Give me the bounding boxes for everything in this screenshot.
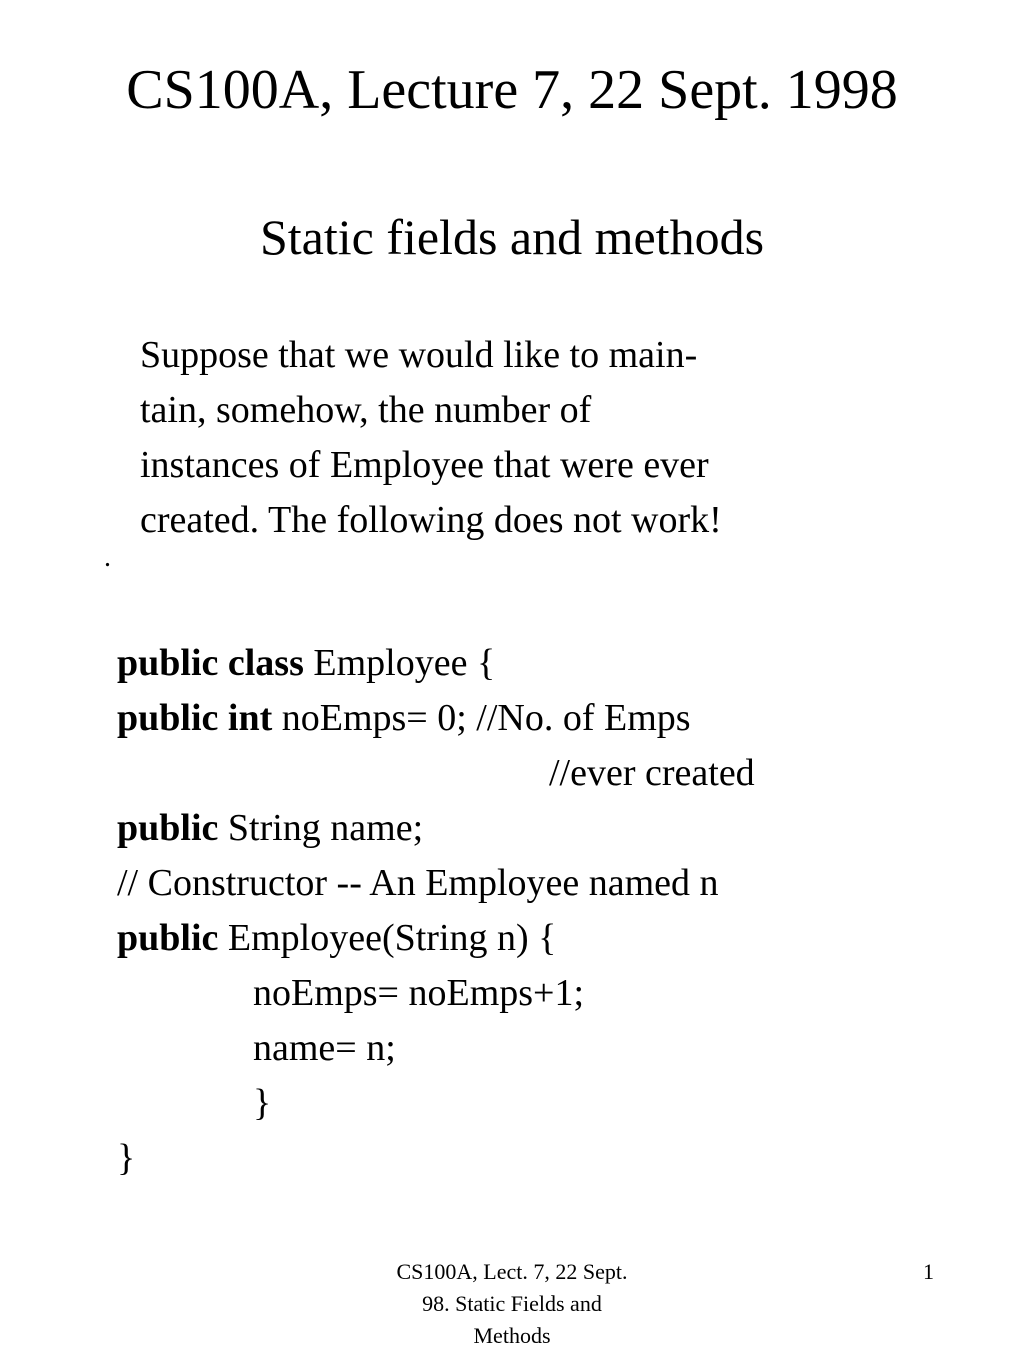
keyword: public int	[117, 697, 273, 739]
code-line-6	[117, 911, 977, 966]
paragraph-line: created. The following does not work!	[140, 499, 722, 541]
paragraph-line: tain, somehow, the number of	[140, 389, 592, 431]
paragraph-line: Suppose that we would like to main-	[140, 334, 698, 376]
code-line-4	[117, 801, 977, 856]
footer-line: 98. Static Fields and	[422, 1291, 602, 1316]
keyword: public	[117, 807, 219, 849]
keyword: public class	[117, 642, 304, 684]
bullet-dot: .	[104, 542, 111, 573]
keyword: public	[117, 917, 219, 959]
code-line-7: noEmps= noEmps+1;	[253, 972, 585, 1014]
code-line-1	[117, 636, 977, 691]
slide-title: CS100A, Lecture 7, 22 Sept. 1998	[126, 59, 898, 121]
code-line-3: //ever created	[549, 752, 755, 794]
footer-line: Methods	[473, 1323, 551, 1348]
code-text: String name;	[218, 807, 424, 849]
code-line-10: }	[117, 1137, 136, 1179]
code-line-9: }	[253, 1082, 272, 1124]
code-text: Employee(String n) {	[218, 917, 557, 959]
code-text: Employee {	[303, 642, 496, 684]
paragraph-line: instances of Employee that were ever	[140, 444, 709, 486]
page-number: 1	[923, 1259, 934, 1284]
code-line-5: // Constructor -- An Employee named n	[117, 862, 719, 904]
slide-footer	[360, 1256, 664, 1352]
code-text: noEmps= 0; //No. of Emps	[272, 697, 691, 739]
code-line-8: name= n;	[253, 1027, 396, 1069]
intro-paragraph	[140, 328, 900, 548]
footer-line: CS100A, Lect. 7, 22 Sept.	[396, 1259, 628, 1284]
code-line-2	[117, 691, 977, 746]
code-block	[117, 636, 977, 1186]
slide-subtitle: Static fields and methods	[259, 209, 765, 265]
